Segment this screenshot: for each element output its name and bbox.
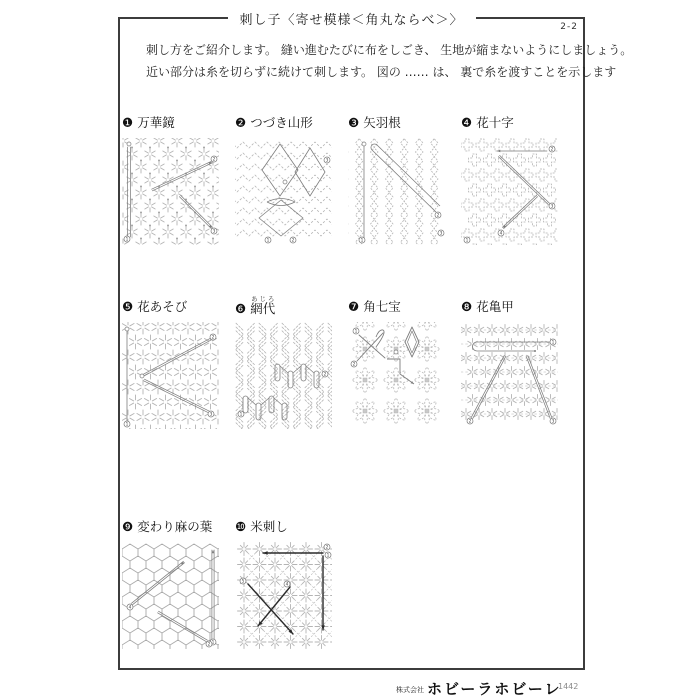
pattern-label (122, 295, 235, 319)
pattern-name: 花十字 (476, 115, 514, 130)
pattern-number-badge: ❺ (122, 299, 134, 314)
pattern-cell (461, 295, 574, 429)
pattern-name: 米刺し (250, 519, 288, 534)
svg-text:1: 1 (266, 238, 270, 244)
svg-text:3: 3 (551, 419, 555, 425)
pattern-cell (122, 515, 235, 649)
svg-text:2: 2 (436, 213, 440, 219)
footer-company (396, 678, 562, 699)
pattern-label (235, 295, 348, 319)
svg-text:3: 3 (325, 158, 329, 164)
pattern-name: つづき山形 (250, 115, 313, 130)
pattern-number-badge: ❸ (348, 115, 360, 130)
svg-text:3: 3 (550, 204, 554, 210)
svg-text:2: 2 (207, 642, 211, 648)
pattern-cell (235, 111, 348, 245)
pattern-number-badge: ❽ (461, 299, 473, 314)
svg-text:1: 1 (125, 422, 129, 428)
pattern-cell (348, 295, 461, 429)
svg-text:4: 4 (128, 605, 132, 611)
svg-text:3: 3 (439, 231, 443, 237)
pattern-number-badge: ❻ (235, 301, 247, 316)
pattern-number-badge: ❹ (461, 115, 473, 130)
pattern-label (348, 111, 461, 135)
pattern-swatch-crosses (461, 138, 558, 245)
svg-text:2: 2 (212, 157, 216, 163)
svg-text:1: 1 (465, 238, 469, 244)
pattern-label (235, 515, 348, 539)
pattern-name: 矢羽根 (363, 115, 401, 130)
svg-text:1: 1 (354, 329, 358, 335)
svg-text:2: 2 (211, 335, 215, 341)
pattern-name: 変わり麻の葉 (137, 519, 213, 534)
pattern-number-badge: ❷ (235, 115, 247, 130)
pattern-number-badge: ❶ (122, 115, 134, 130)
pattern-swatch-ajiro (235, 322, 332, 429)
pattern-swatch-kaleidoscope (122, 138, 219, 245)
pattern-number-badge: ❾ (122, 519, 134, 534)
pattern-swatch-flowers (348, 322, 445, 429)
svg-text:2: 2 (352, 362, 356, 368)
pattern-number-badge: ❿ (235, 519, 247, 534)
pattern-furigana: あじろ (250, 295, 276, 303)
page-border-box (118, 13, 633, 670)
svg-text:2: 2 (323, 372, 327, 378)
pattern-swatch-yabane (348, 138, 445, 245)
pattern-cell (122, 111, 235, 245)
intro-line-2: 近い部分は糸を切らずに続けて刺します。 図の …… は、 裏で糸を渡すことを示します (146, 65, 617, 79)
footer-code: 1442 (558, 682, 579, 691)
pattern-name: 花あそび (137, 299, 188, 314)
pattern-name: 万華鏡 (137, 115, 175, 130)
pattern-swatch-rice (235, 542, 332, 649)
svg-text:4: 4 (499, 231, 503, 237)
svg-text:2: 2 (550, 147, 554, 153)
pattern-swatch-chevron (235, 138, 332, 245)
pattern-cell (461, 111, 574, 245)
pattern-label (122, 111, 235, 135)
svg-text:4: 4 (285, 582, 289, 588)
svg-text:3: 3 (209, 412, 213, 418)
pattern-label (235, 111, 348, 135)
svg-text:5: 5 (241, 579, 245, 585)
svg-text:1: 1 (551, 340, 555, 346)
pattern-cell (122, 295, 235, 429)
svg-text:1: 1 (326, 553, 330, 559)
footer-company-prefix: 株式会社 (396, 686, 424, 694)
pattern-name: 花亀甲 (476, 299, 514, 314)
pattern-row-2 (122, 295, 574, 429)
pattern-row-3 (122, 515, 348, 649)
intro-line-1: 刺し方をご紹介します。 縫い進むたびに布をしごき、 生地が縮まないようにしましょう。 (146, 43, 633, 57)
pattern-cell (235, 515, 348, 649)
pattern-number-badge: ❼ (348, 299, 360, 314)
pattern-cell (348, 111, 461, 245)
svg-text:1: 1 (239, 412, 243, 418)
pattern-cell (235, 295, 348, 429)
intro-text (146, 39, 632, 83)
pattern-swatch-stars (122, 322, 219, 429)
pattern-name: 角七宝 (363, 299, 401, 314)
svg-text:2: 2 (291, 238, 295, 244)
page-title: 刺し子〈寄せ模様＜角丸ならべ＞〉 (227, 9, 475, 28)
pattern-label (461, 295, 574, 319)
svg-text:2: 2 (468, 419, 472, 425)
svg-text:3: 3 (212, 229, 216, 235)
pattern-name: 網代あじろ (250, 295, 276, 316)
footer-company-name: ホビーラホビーレ (427, 680, 562, 698)
svg-text:1: 1 (125, 237, 129, 243)
pattern-label (348, 295, 461, 319)
page-number: 2-2 (560, 22, 578, 32)
svg-text:1: 1 (211, 640, 215, 646)
svg-text:1: 1 (360, 238, 364, 244)
svg-text:2: 2 (325, 545, 329, 551)
pattern-label (122, 515, 235, 539)
pattern-row-1 (122, 111, 574, 245)
pattern-swatch-starrows (461, 322, 558, 429)
pattern-swatch-cubes (122, 542, 219, 649)
pattern-label (461, 111, 574, 135)
